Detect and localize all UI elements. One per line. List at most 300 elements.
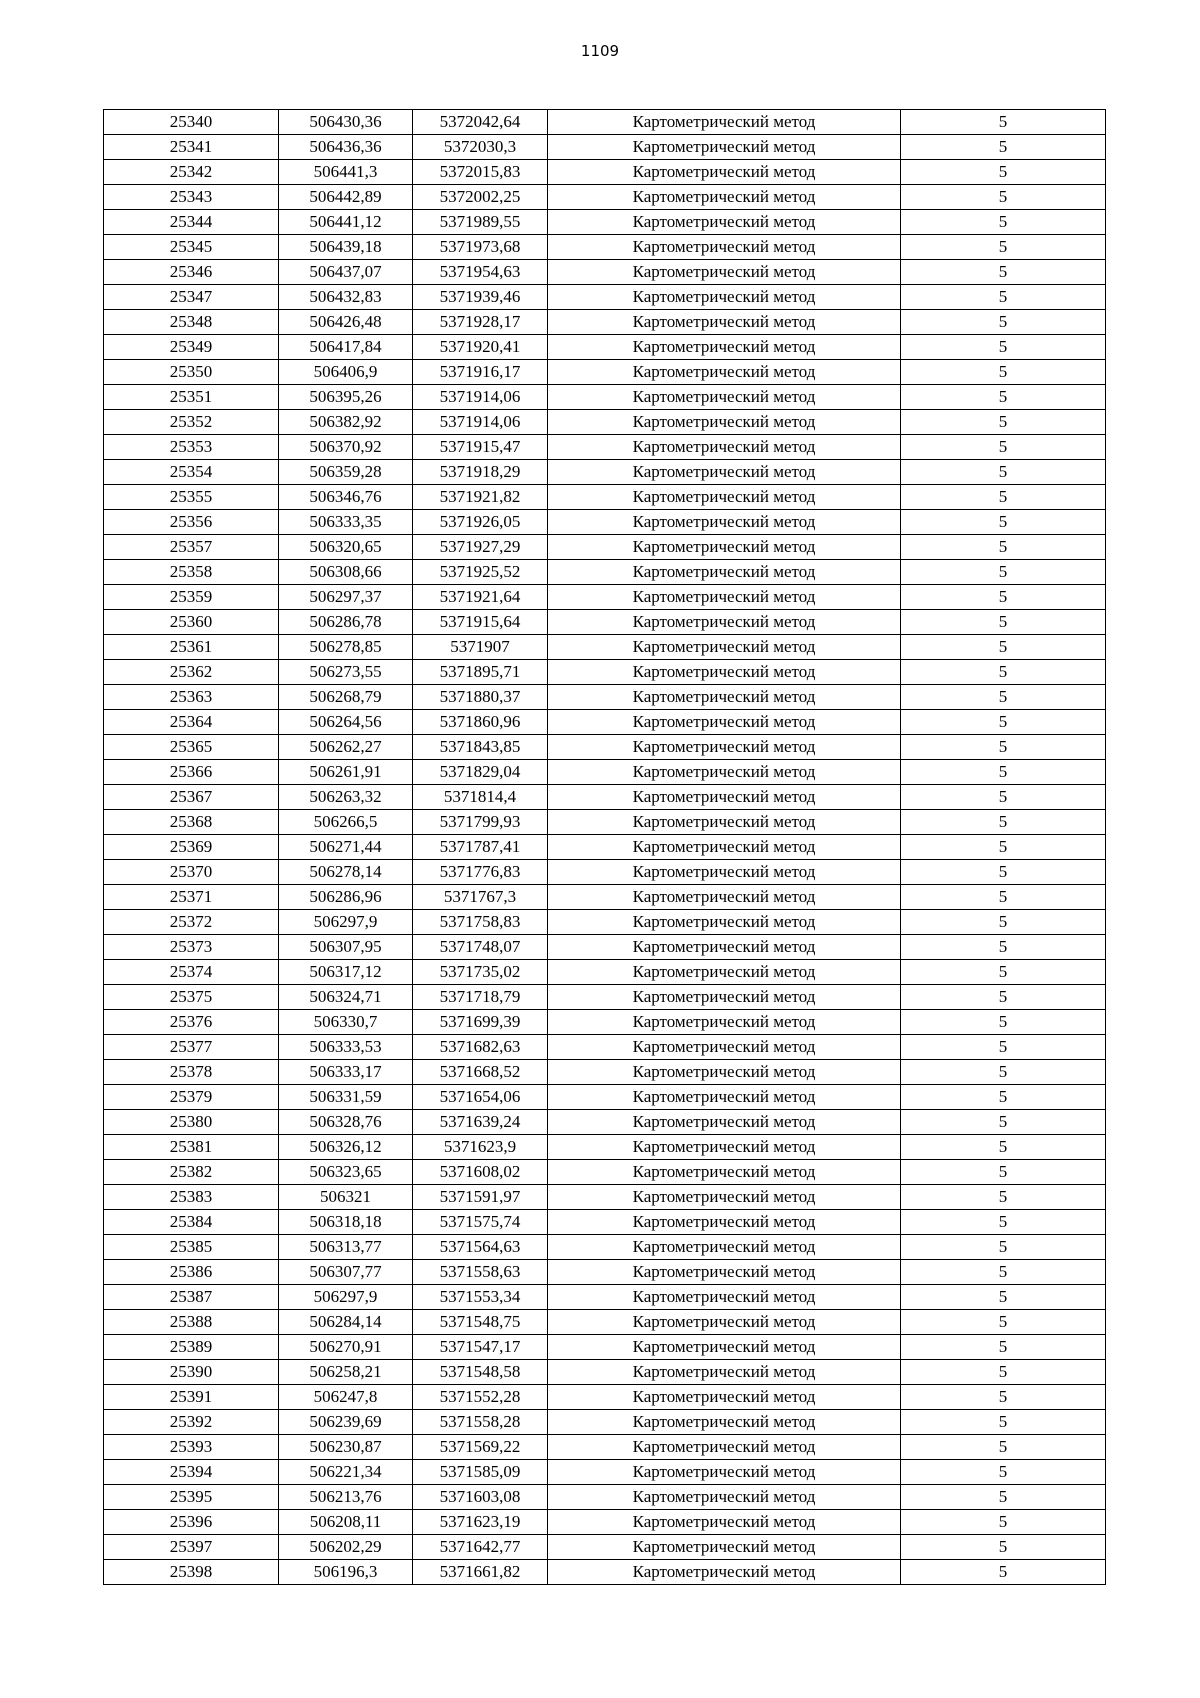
point-number-cell: 25391 [104, 1385, 279, 1410]
x-coordinate-cell: 506271,44 [279, 835, 413, 860]
point-number-cell: 25390 [104, 1360, 279, 1385]
accuracy-cell: 5 [901, 535, 1106, 560]
table-row [104, 710, 1106, 735]
x-coordinate-cell: 506261,91 [279, 760, 413, 785]
accuracy-cell: 5 [901, 635, 1106, 660]
accuracy-cell: 5 [901, 985, 1106, 1010]
x-coordinate-cell: 506320,65 [279, 535, 413, 560]
table-row [104, 1285, 1106, 1310]
accuracy-cell: 5 [901, 735, 1106, 760]
accuracy-cell: 5 [901, 1535, 1106, 1560]
x-coordinate-cell: 506317,12 [279, 960, 413, 985]
method-cell: Картометрический метод [548, 1210, 901, 1235]
x-coordinate-cell: 506328,76 [279, 1110, 413, 1135]
x-coordinate-cell: 506321 [279, 1185, 413, 1210]
method-cell: Картометрический метод [548, 860, 901, 885]
y-coordinate-cell: 5371623,19 [413, 1510, 548, 1535]
method-cell: Картометрический метод [548, 410, 901, 435]
x-coordinate-cell: 506442,89 [279, 185, 413, 210]
method-cell: Картометрический метод [548, 1335, 901, 1360]
table-row [104, 235, 1106, 260]
accuracy-cell: 5 [901, 835, 1106, 860]
method-cell: Картометрический метод [548, 635, 901, 660]
point-number-cell: 25380 [104, 1110, 279, 1135]
y-coordinate-cell: 5371989,55 [413, 210, 548, 235]
table-row [104, 685, 1106, 710]
method-cell: Картометрический метод [548, 210, 901, 235]
point-number-cell: 25352 [104, 410, 279, 435]
accuracy-cell: 5 [901, 260, 1106, 285]
point-number-cell: 25359 [104, 585, 279, 610]
table-row [104, 135, 1106, 160]
accuracy-cell: 5 [901, 960, 1106, 985]
point-number-cell: 25375 [104, 985, 279, 1010]
x-coordinate-cell: 506266,5 [279, 810, 413, 835]
accuracy-cell: 5 [901, 410, 1106, 435]
point-number-cell: 25351 [104, 385, 279, 410]
y-coordinate-cell: 5371558,63 [413, 1260, 548, 1285]
y-coordinate-cell: 5371799,93 [413, 810, 548, 835]
x-coordinate-cell: 506239,69 [279, 1410, 413, 1435]
point-number-cell: 25381 [104, 1135, 279, 1160]
x-coordinate-cell: 506406,9 [279, 360, 413, 385]
table-row [104, 835, 1106, 860]
point-number-cell: 25396 [104, 1510, 279, 1535]
accuracy-cell: 5 [901, 135, 1106, 160]
y-coordinate-cell: 5372002,25 [413, 185, 548, 210]
x-coordinate-cell: 506437,07 [279, 260, 413, 285]
y-coordinate-cell: 5371682,63 [413, 1035, 548, 1060]
x-coordinate-cell: 506346,76 [279, 485, 413, 510]
y-coordinate-cell: 5371928,17 [413, 310, 548, 335]
y-coordinate-cell: 5371553,34 [413, 1285, 548, 1310]
method-cell: Картометрический метод [548, 1535, 901, 1560]
x-coordinate-cell: 506268,79 [279, 685, 413, 710]
x-coordinate-cell: 506284,14 [279, 1310, 413, 1335]
table-row [104, 510, 1106, 535]
table-row [104, 735, 1106, 760]
x-coordinate-cell: 506221,34 [279, 1460, 413, 1485]
accuracy-cell: 5 [901, 210, 1106, 235]
point-number-cell: 25353 [104, 435, 279, 460]
y-coordinate-cell: 5371925,52 [413, 560, 548, 585]
y-coordinate-cell: 5371920,41 [413, 335, 548, 360]
accuracy-cell: 5 [901, 710, 1106, 735]
x-coordinate-cell: 506263,32 [279, 785, 413, 810]
accuracy-cell: 5 [901, 235, 1106, 260]
accuracy-cell: 5 [901, 1360, 1106, 1385]
method-cell: Картометрический метод [548, 1060, 901, 1085]
point-number-cell: 25395 [104, 1485, 279, 1510]
x-coordinate-cell: 506297,37 [279, 585, 413, 610]
x-coordinate-cell: 506382,92 [279, 410, 413, 435]
table-row [104, 960, 1106, 985]
y-coordinate-cell: 5371921,82 [413, 485, 548, 510]
point-number-cell: 25361 [104, 635, 279, 660]
point-number-cell: 25346 [104, 260, 279, 285]
y-coordinate-cell: 5371915,64 [413, 610, 548, 635]
y-coordinate-cell: 5371569,22 [413, 1435, 548, 1460]
method-cell: Картометрический метод [548, 1185, 901, 1210]
accuracy-cell: 5 [901, 110, 1106, 135]
accuracy-cell: 5 [901, 1135, 1106, 1160]
point-number-cell: 25389 [104, 1335, 279, 1360]
method-cell: Картометрический метод [548, 135, 901, 160]
table-row [104, 1260, 1106, 1285]
x-coordinate-cell: 506417,84 [279, 335, 413, 360]
table-row [104, 935, 1106, 960]
table-row [104, 560, 1106, 585]
point-number-cell: 25365 [104, 735, 279, 760]
method-cell: Картометрический метод [548, 185, 901, 210]
table-row [104, 360, 1106, 385]
y-coordinate-cell: 5371654,06 [413, 1085, 548, 1110]
method-cell: Картометрический метод [548, 1460, 901, 1485]
table-row [104, 410, 1106, 435]
accuracy-cell: 5 [901, 685, 1106, 710]
method-cell: Картометрический метод [548, 260, 901, 285]
table-row [104, 260, 1106, 285]
method-cell: Картометрический метод [548, 310, 901, 335]
x-coordinate-cell: 506262,27 [279, 735, 413, 760]
method-cell: Картометрический метод [548, 460, 901, 485]
table-row [104, 1135, 1106, 1160]
accuracy-cell: 5 [901, 1435, 1106, 1460]
point-number-cell: 25387 [104, 1285, 279, 1310]
table-row [104, 1310, 1106, 1335]
point-number-cell: 25383 [104, 1185, 279, 1210]
point-number-cell: 25385 [104, 1235, 279, 1260]
table-row [104, 635, 1106, 660]
page-number: 1109 [580, 42, 620, 60]
point-number-cell: 25397 [104, 1535, 279, 1560]
method-cell: Картометрический метод [548, 535, 901, 560]
point-number-cell: 25388 [104, 1310, 279, 1335]
x-coordinate-cell: 506359,28 [279, 460, 413, 485]
table-row [104, 610, 1106, 635]
y-coordinate-cell: 5371914,06 [413, 410, 548, 435]
method-cell: Картометрический метод [548, 710, 901, 735]
y-coordinate-cell: 5371814,4 [413, 785, 548, 810]
accuracy-cell: 5 [901, 1285, 1106, 1310]
accuracy-cell: 5 [901, 810, 1106, 835]
table-row [104, 1185, 1106, 1210]
method-cell: Картометрический метод [548, 1310, 901, 1335]
y-coordinate-cell: 5372030,3 [413, 135, 548, 160]
accuracy-cell: 5 [901, 610, 1106, 635]
method-cell: Картометрический метод [548, 110, 901, 135]
table-row [104, 1485, 1106, 1510]
accuracy-cell: 5 [901, 510, 1106, 535]
table-row [104, 860, 1106, 885]
method-cell: Картометрический метод [548, 360, 901, 385]
point-number-cell: 25348 [104, 310, 279, 335]
y-coordinate-cell: 5371767,3 [413, 885, 548, 910]
accuracy-cell: 5 [901, 885, 1106, 910]
accuracy-cell: 5 [901, 1260, 1106, 1285]
accuracy-cell: 5 [901, 1335, 1106, 1360]
x-coordinate-cell: 506430,36 [279, 110, 413, 135]
y-coordinate-cell: 5371860,96 [413, 710, 548, 735]
y-coordinate-cell: 5371699,39 [413, 1010, 548, 1035]
method-cell: Картометрический метод [548, 1360, 901, 1385]
point-number-cell: 25368 [104, 810, 279, 835]
accuracy-cell: 5 [901, 1210, 1106, 1235]
table-row [104, 310, 1106, 335]
y-coordinate-cell: 5371939,46 [413, 285, 548, 310]
y-coordinate-cell: 5371907 [413, 635, 548, 660]
accuracy-cell: 5 [901, 1085, 1106, 1110]
point-number-cell: 25366 [104, 760, 279, 785]
method-cell: Картометрический метод [548, 235, 901, 260]
point-number-cell: 25377 [104, 1035, 279, 1060]
accuracy-cell: 5 [901, 385, 1106, 410]
point-number-cell: 25394 [104, 1460, 279, 1485]
table-row [104, 1510, 1106, 1535]
accuracy-cell: 5 [901, 160, 1106, 185]
accuracy-cell: 5 [901, 910, 1106, 935]
x-coordinate-cell: 506441,12 [279, 210, 413, 235]
method-cell: Картометрический метод [548, 485, 901, 510]
table-row [104, 985, 1106, 1010]
point-number-cell: 25369 [104, 835, 279, 860]
coordinates-table-body [104, 110, 1106, 1585]
y-coordinate-cell: 5371843,85 [413, 735, 548, 760]
y-coordinate-cell: 5371548,75 [413, 1310, 548, 1335]
x-coordinate-cell: 506307,95 [279, 935, 413, 960]
y-coordinate-cell: 5371748,07 [413, 935, 548, 960]
x-coordinate-cell: 506333,35 [279, 510, 413, 535]
accuracy-cell: 5 [901, 185, 1106, 210]
y-coordinate-cell: 5371591,97 [413, 1185, 548, 1210]
x-coordinate-cell: 506273,55 [279, 660, 413, 685]
table-row [104, 660, 1106, 685]
table-row [104, 460, 1106, 485]
table-row [104, 535, 1106, 560]
method-cell: Картометрический метод [548, 835, 901, 860]
table-row [104, 760, 1106, 785]
x-coordinate-cell: 506196,3 [279, 1560, 413, 1585]
x-coordinate-cell: 506297,9 [279, 1285, 413, 1310]
accuracy-cell: 5 [901, 335, 1106, 360]
accuracy-cell: 5 [901, 460, 1106, 485]
coordinates-table [103, 109, 1106, 1585]
y-coordinate-cell: 5371918,29 [413, 460, 548, 485]
point-number-cell: 25362 [104, 660, 279, 685]
x-coordinate-cell: 506278,85 [279, 635, 413, 660]
point-number-cell: 25393 [104, 1435, 279, 1460]
y-coordinate-cell: 5371921,64 [413, 585, 548, 610]
x-coordinate-cell: 506324,71 [279, 985, 413, 1010]
x-coordinate-cell: 506308,66 [279, 560, 413, 585]
table-row [104, 1335, 1106, 1360]
y-coordinate-cell: 5371915,47 [413, 435, 548, 460]
method-cell: Картометрический метод [548, 885, 901, 910]
method-cell: Картометрический метод [548, 1160, 901, 1185]
x-coordinate-cell: 506286,96 [279, 885, 413, 910]
table-row [104, 1235, 1106, 1260]
y-coordinate-cell: 5371927,29 [413, 535, 548, 560]
table-row [104, 1085, 1106, 1110]
x-coordinate-cell: 506313,77 [279, 1235, 413, 1260]
method-cell: Картометрический метод [548, 1510, 901, 1535]
table-row [104, 1035, 1106, 1060]
method-cell: Картометрический метод [548, 285, 901, 310]
table-row [104, 335, 1106, 360]
accuracy-cell: 5 [901, 660, 1106, 685]
y-coordinate-cell: 5371547,17 [413, 1335, 548, 1360]
point-number-cell: 25349 [104, 335, 279, 360]
point-number-cell: 25367 [104, 785, 279, 810]
method-cell: Картометрический метод [548, 760, 901, 785]
x-coordinate-cell: 506297,9 [279, 910, 413, 935]
table-row [104, 160, 1106, 185]
method-cell: Картометрический метод [548, 335, 901, 360]
y-coordinate-cell: 5371954,63 [413, 260, 548, 285]
x-coordinate-cell: 506432,83 [279, 285, 413, 310]
method-cell: Картометрический метод [548, 735, 901, 760]
table-row [104, 1210, 1106, 1235]
point-number-cell: 25357 [104, 535, 279, 560]
point-number-cell: 25370 [104, 860, 279, 885]
table-row [104, 1060, 1106, 1085]
table-row [104, 885, 1106, 910]
x-coordinate-cell: 506278,14 [279, 860, 413, 885]
method-cell: Картометрический метод [548, 935, 901, 960]
point-number-cell: 25345 [104, 235, 279, 260]
table-row [104, 1560, 1106, 1585]
accuracy-cell: 5 [901, 1060, 1106, 1085]
accuracy-cell: 5 [901, 435, 1106, 460]
accuracy-cell: 5 [901, 1185, 1106, 1210]
method-cell: Картометрический метод [548, 660, 901, 685]
accuracy-cell: 5 [901, 1510, 1106, 1535]
accuracy-cell: 5 [901, 760, 1106, 785]
table-row [104, 435, 1106, 460]
x-coordinate-cell: 506258,21 [279, 1360, 413, 1385]
point-number-cell: 25347 [104, 285, 279, 310]
x-coordinate-cell: 506395,26 [279, 385, 413, 410]
method-cell: Картометрический метод [548, 985, 901, 1010]
point-number-cell: 25340 [104, 110, 279, 135]
accuracy-cell: 5 [901, 485, 1106, 510]
point-number-cell: 25379 [104, 1085, 279, 1110]
method-cell: Картометрический метод [548, 1560, 901, 1585]
y-coordinate-cell: 5371718,79 [413, 985, 548, 1010]
y-coordinate-cell: 5371916,17 [413, 360, 548, 385]
table-row [104, 210, 1106, 235]
y-coordinate-cell: 5371973,68 [413, 235, 548, 260]
point-number-cell: 25373 [104, 935, 279, 960]
point-number-cell: 25384 [104, 1210, 279, 1235]
point-number-cell: 25371 [104, 885, 279, 910]
x-coordinate-cell: 506230,87 [279, 1435, 413, 1460]
table-row [104, 110, 1106, 135]
y-coordinate-cell: 5371548,58 [413, 1360, 548, 1385]
y-coordinate-cell: 5371758,83 [413, 910, 548, 935]
point-number-cell: 25376 [104, 1010, 279, 1035]
table-row [104, 185, 1106, 210]
table-row [104, 810, 1106, 835]
x-coordinate-cell: 506264,56 [279, 710, 413, 735]
method-cell: Картометрический метод [548, 435, 901, 460]
y-coordinate-cell: 5371880,37 [413, 685, 548, 710]
point-number-cell: 25343 [104, 185, 279, 210]
y-coordinate-cell: 5371829,04 [413, 760, 548, 785]
method-cell: Картометрический метод [548, 1035, 901, 1060]
x-coordinate-cell: 506441,3 [279, 160, 413, 185]
accuracy-cell: 5 [901, 1460, 1106, 1485]
x-coordinate-cell: 506318,18 [279, 1210, 413, 1235]
y-coordinate-cell: 5371926,05 [413, 510, 548, 535]
point-number-cell: 25386 [104, 1260, 279, 1285]
table-row [104, 1010, 1106, 1035]
accuracy-cell: 5 [901, 1310, 1106, 1335]
y-coordinate-cell: 5371564,63 [413, 1235, 548, 1260]
point-number-cell: 25398 [104, 1560, 279, 1585]
method-cell: Картометрический метод [548, 1260, 901, 1285]
accuracy-cell: 5 [901, 360, 1106, 385]
point-number-cell: 25378 [104, 1060, 279, 1085]
accuracy-cell: 5 [901, 285, 1106, 310]
point-number-cell: 25342 [104, 160, 279, 185]
x-coordinate-cell: 506330,7 [279, 1010, 413, 1035]
accuracy-cell: 5 [901, 1110, 1106, 1135]
point-number-cell: 25374 [104, 960, 279, 985]
method-cell: Картометрический метод [548, 1085, 901, 1110]
y-coordinate-cell: 5371575,74 [413, 1210, 548, 1235]
accuracy-cell: 5 [901, 560, 1106, 585]
accuracy-cell: 5 [901, 1485, 1106, 1510]
y-coordinate-cell: 5371776,83 [413, 860, 548, 885]
x-coordinate-cell: 506270,91 [279, 1335, 413, 1360]
method-cell: Картометрический метод [548, 160, 901, 185]
accuracy-cell: 5 [901, 1160, 1106, 1185]
y-coordinate-cell: 5371787,41 [413, 835, 548, 860]
x-coordinate-cell: 506370,92 [279, 435, 413, 460]
y-coordinate-cell: 5371585,09 [413, 1460, 548, 1485]
y-coordinate-cell: 5371623,9 [413, 1135, 548, 1160]
table-row [104, 1460, 1106, 1485]
table-row [104, 1360, 1106, 1385]
table-row [104, 285, 1106, 310]
table-row [104, 585, 1106, 610]
x-coordinate-cell: 506426,48 [279, 310, 413, 335]
point-number-cell: 25358 [104, 560, 279, 585]
y-coordinate-cell: 5372015,83 [413, 160, 548, 185]
x-coordinate-cell: 506331,59 [279, 1085, 413, 1110]
table-row [104, 1435, 1106, 1460]
table-row [104, 1160, 1106, 1185]
x-coordinate-cell: 506333,53 [279, 1035, 413, 1060]
point-number-cell: 25344 [104, 210, 279, 235]
table-row [104, 910, 1106, 935]
x-coordinate-cell: 506323,65 [279, 1160, 413, 1185]
method-cell: Картометрический метод [548, 1110, 901, 1135]
accuracy-cell: 5 [901, 785, 1106, 810]
method-cell: Картометрический метод [548, 685, 901, 710]
y-coordinate-cell: 5371558,28 [413, 1410, 548, 1435]
y-coordinate-cell: 5371639,24 [413, 1110, 548, 1135]
method-cell: Картометрический метод [548, 585, 901, 610]
table-row [104, 485, 1106, 510]
table-row [104, 1535, 1106, 1560]
point-number-cell: 25382 [104, 1160, 279, 1185]
y-coordinate-cell: 5372042,64 [413, 110, 548, 135]
method-cell: Картометрический метод [548, 785, 901, 810]
method-cell: Картометрический метод [548, 910, 901, 935]
table-row [104, 1410, 1106, 1435]
